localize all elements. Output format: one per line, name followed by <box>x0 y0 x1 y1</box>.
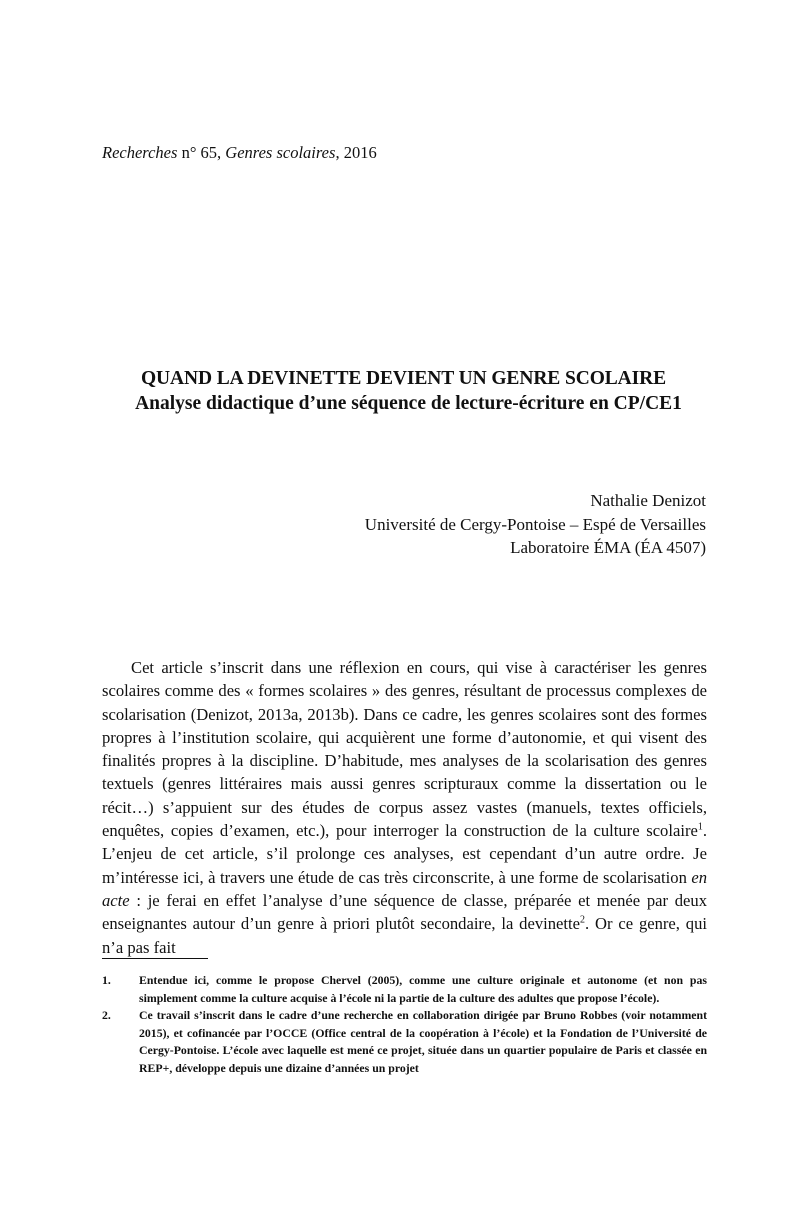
journal-name: Recherches <box>102 143 178 162</box>
footnote-text: Ce travail s’inscrit dans le cadre d’une recherche en collaboration dirigée par Bruno Robbes (voir notamment 2015), et cofinancée par l’OCCE (Office central de la coopération à l’école) et la Fondation de l’Université de Cergy-Pontoise. L’école avec laquelle est mené ce projet, située dans un quartier populaire de Paris et classée en REP+, développe depuis une dizaine d’années un projet <box>139 1008 707 1075</box>
paragraph-text: . Or ce genre, qui n’a pas fait <box>102 914 707 957</box>
title-block <box>0 366 807 416</box>
footnote-ref-2: 2 <box>579 914 585 926</box>
body-text <box>102 656 707 959</box>
author-lab: Laboratoire ÉMA (ÉA 4507) <box>510 538 706 557</box>
footnote-2 <box>102 1007 707 1077</box>
emphasis-text: en acte <box>102 867 707 910</box>
paragraph-text: . L’enjeu de cet article, s’il prolonge ces analyses, est cependant d’un autre ordre. Je m’intéresse ici, à travers une étude de cas très circonscrite, à une forme de scolarisation <box>102 821 707 887</box>
paragraph <box>102 656 707 959</box>
issue-theme: Genres scolaires <box>225 143 336 162</box>
footnote-text: Entendue ici, comme le propose Chervel (2005), comme une culture originale et autonome (et non pas simplement comme la culture acquise à l’école ni la partie de la culture des adultes que propose l’école). <box>139 973 707 1005</box>
author-block <box>365 489 706 560</box>
author-affiliation: Université de Cergy-Pontoise – Espé de Versailles <box>364 514 706 534</box>
paragraph-text: : je ferai en effet l’analyse d’une séquence de classe, préparée et menée par deux enseignantes autour d’un genre à priori plutôt secondaire, la devinette <box>102 890 707 934</box>
issue-year: , 2016 <box>335 143 377 162</box>
footnote-number: 2. <box>102 1008 111 1022</box>
footnote-1 <box>102 972 707 1007</box>
issue-number: n° 65, <box>177 143 226 162</box>
footnote-number: 1. <box>102 973 111 987</box>
paragraph-text: Cet article s’inscrit dans une réflexion en cours, qui vise à caractériser les genres scolaires comme des « formes scolaires » des genres, résultant de processus complexes de scolarisation (Denizot, 2013a, 2013b). Dans ce cadre, les genres scolaires sont des formes propres à l’institution scolaire, qui acquièrent une forme d’autonomie, et qui visent des finalités propres à la discipline. D’habitude, mes analyses de la scolarisation des genres textuels (genres littéraires mais aussi genres scripturaux comme la dissertation ou le récit…) s’appuient sur des études de corpus assez vastes (manuels, textes officiels, enquêtes, copies d’examen, etc.), pour interroger la construction de la culture scolaire <box>102 658 707 841</box>
footnotes <box>102 972 707 1077</box>
footnote-ref-1: 1 <box>697 821 703 833</box>
author-name: Nathalie Denizot <box>590 491 706 510</box>
article-title: QUAND LA DEVINETTE DEVIENT UN GENRE SCOLAIRE <box>140 368 667 389</box>
article-subtitle: Analyse didactique d’une séquence de lecture-écriture en CP/CE1 <box>135 393 682 414</box>
running-head <box>102 143 377 163</box>
footnote-separator <box>102 958 208 959</box>
